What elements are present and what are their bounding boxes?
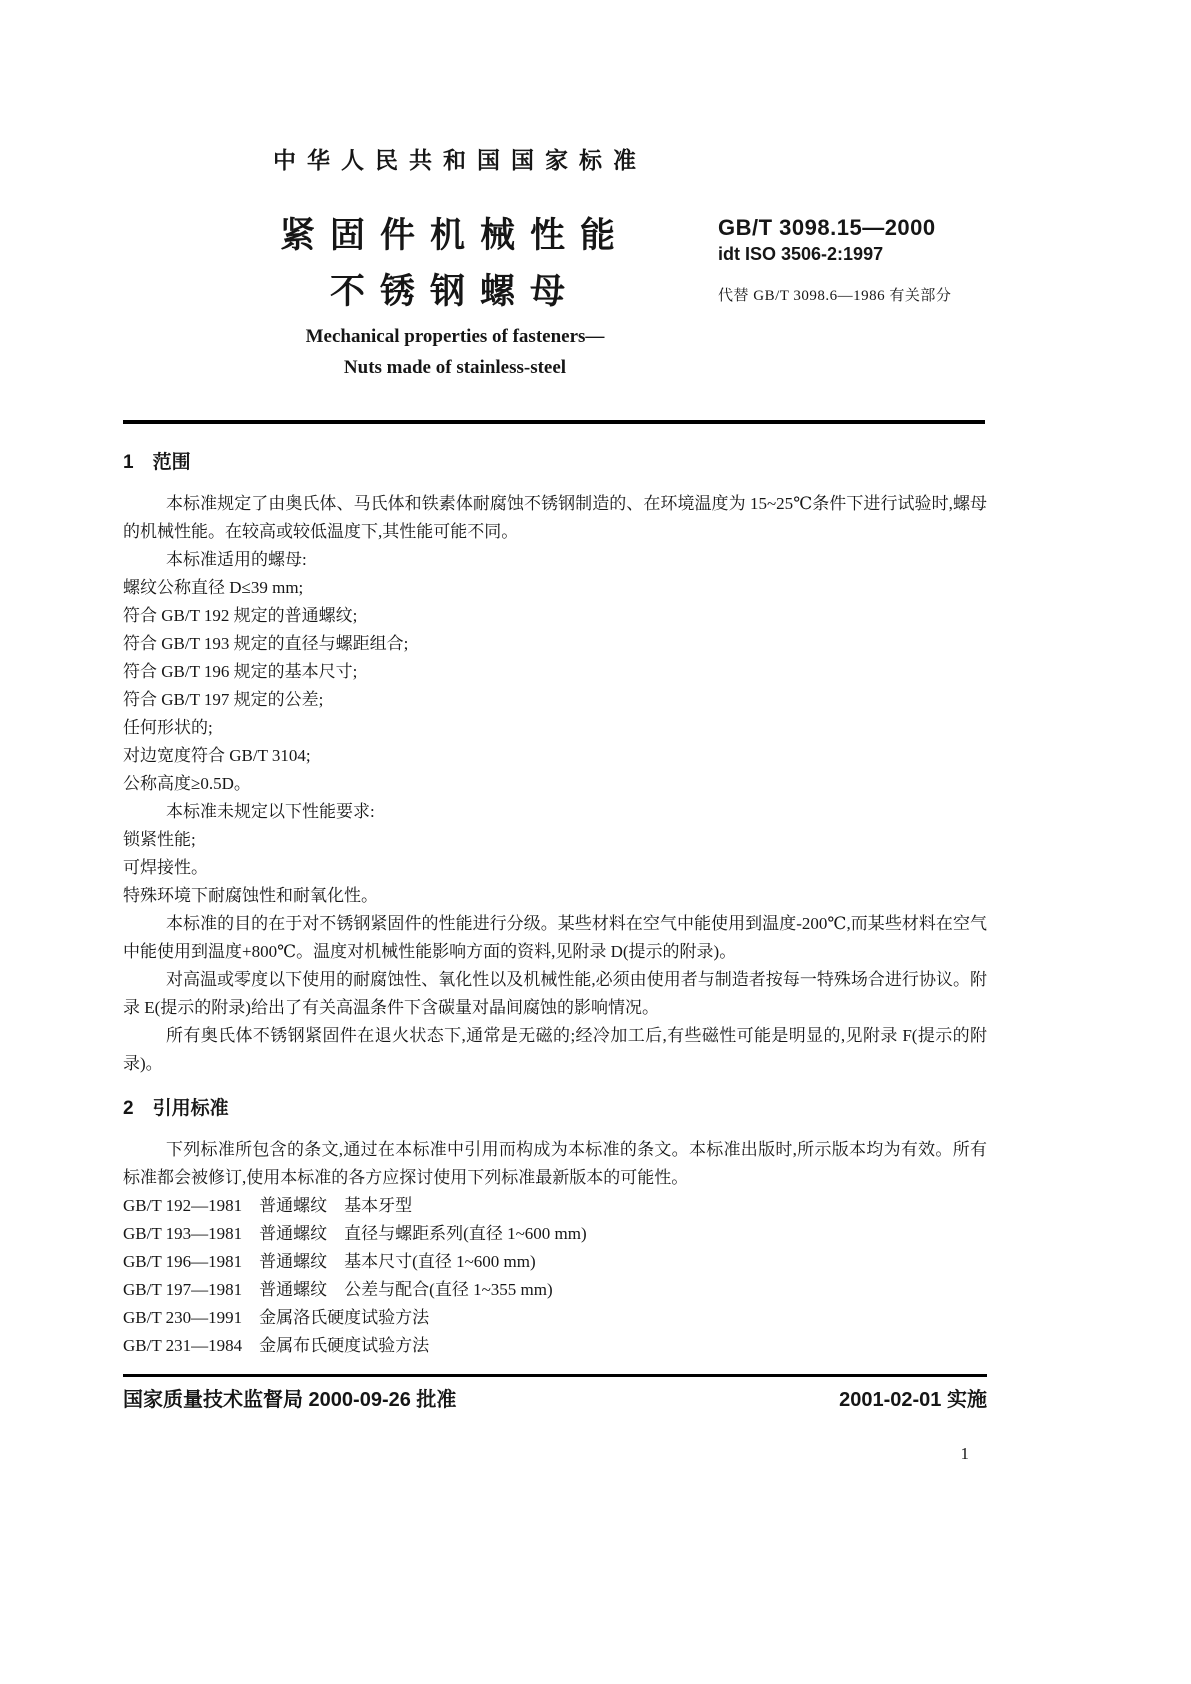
- national-standard-label: 中华人民共和国国家标准: [273, 147, 647, 173]
- list-item: 符合 GB/T 192 规定的普通螺纹;: [123, 606, 358, 625]
- document-title-en-line2: Nuts made of stainless-steel: [343, 357, 567, 378]
- list-item: 符合 GB/T 197 规定的公差;: [123, 690, 324, 709]
- section-heading: 1 范围: [123, 452, 191, 473]
- document-footer: [123, 1374, 987, 1468]
- document-section: [123, 1094, 987, 1360]
- list-item: 锁紧性能;: [123, 830, 196, 849]
- reference-item: GB/T 197—1981 普通螺纹 公差与配合(直径 1~355 mm): [123, 1280, 553, 1299]
- paragraph: 对高温或零度以下使用的耐腐蚀性、氧化性以及机械性能,必须由使用者与制造者按每一特殊场合进行协议。附录 E(提示的附录)给出了有关高温条件下含碳量对晶间腐蚀的影响情况。: [123, 970, 987, 1017]
- list-item: 螺纹公称直径 D≤39 mm;: [123, 578, 304, 597]
- list-item: 公称高度≥0.5D。: [123, 774, 251, 793]
- paragraph: 下列标准所包含的条文,通过在本标准中引用而构成为本标准的条文。本标准出版时,所示版本均为有效。所有标准都会被修订,使用本标准的各方应探讨使用下列标准最新版本的可能性。: [123, 1140, 987, 1187]
- paragraph: 本标准的目的在于对不锈钢紧固件的性能进行分级。某些材料在空气中能使用到温度-200℃,而某些材料在空气中能使用到温度+800℃。温度对机械性能影响方面的资料,见附录 D(提示的附录)。: [123, 914, 987, 961]
- reference-item: GB/T 193—1981 普通螺纹 直径与螺距系列(直径 1~600 mm): [123, 1224, 587, 1243]
- reference-item: GB/T 192—1981 普通螺纹 基本牙型: [123, 1196, 413, 1215]
- paragraph: 本标准适用的螺母:: [166, 550, 307, 569]
- document-body: [123, 448, 987, 1360]
- reference-item: GB/T 196—1981 普通螺纹 基本尺寸(直径 1~600 mm): [123, 1252, 536, 1271]
- document-title-cn-line2: 不锈钢螺母: [329, 272, 580, 311]
- page-number: 1: [960, 1444, 969, 1463]
- standard-code: GB/T 3098.15—2000: [718, 215, 936, 240]
- paragraph: 本标准规定了由奥氏体、马氏体和铁素体耐腐蚀不锈钢制造的、在环境温度为 15~25℃条件下进行试验时,螺母的机械性能。在较高或较低温度下,其性能可能不同。: [123, 494, 987, 541]
- header-divider: [123, 420, 985, 424]
- paragraph: 所有奥氏体不锈钢紧固件在退火状态下,通常是无磁的;经冷加工后,有些磁性可能是明显的,见附录 F(提示的附录)。: [123, 1026, 987, 1073]
- idt-iso-code: idt ISO 3506-2:1997: [718, 244, 884, 264]
- implementation-note: 2001-02-01 实施: [839, 1389, 987, 1411]
- list-item: 符合 GB/T 196 规定的基本尺寸;: [123, 662, 358, 681]
- footer-row: [123, 1377, 987, 1414]
- list-item: 可焊接性。: [123, 858, 208, 877]
- section-heading: 2 引用标准: [123, 1098, 229, 1119]
- list-item: 特殊环境下耐腐蚀性和耐氧化性。: [123, 886, 378, 905]
- paragraph: 本标准未规定以下性能要求:: [166, 802, 375, 821]
- list-item: 任何形状的;: [123, 718, 213, 737]
- reference-item: GB/T 231—1984 金属布氏硬度试验方法: [123, 1336, 430, 1355]
- document-content: [123, 448, 987, 1468]
- reference-item: GB/T 230—1991 金属洛氏硬度试验方法: [123, 1308, 430, 1327]
- replaces-note: 代替 GB/T 3098.6—1986 有关部分: [718, 288, 952, 304]
- document-title-en-line1: Mechanical properties of fasteners—: [305, 326, 605, 347]
- list-item: 对边宽度符合 GB/T 3104;: [123, 746, 311, 765]
- list-item: 符合 GB/T 193 规定的直径与螺距组合;: [123, 634, 409, 653]
- document-title-cn-line1: 紧固件机械性能: [279, 216, 630, 255]
- document-section: [123, 448, 987, 1078]
- approval-note: 国家质量技术监督局 2000-09-26 批准: [123, 1389, 457, 1411]
